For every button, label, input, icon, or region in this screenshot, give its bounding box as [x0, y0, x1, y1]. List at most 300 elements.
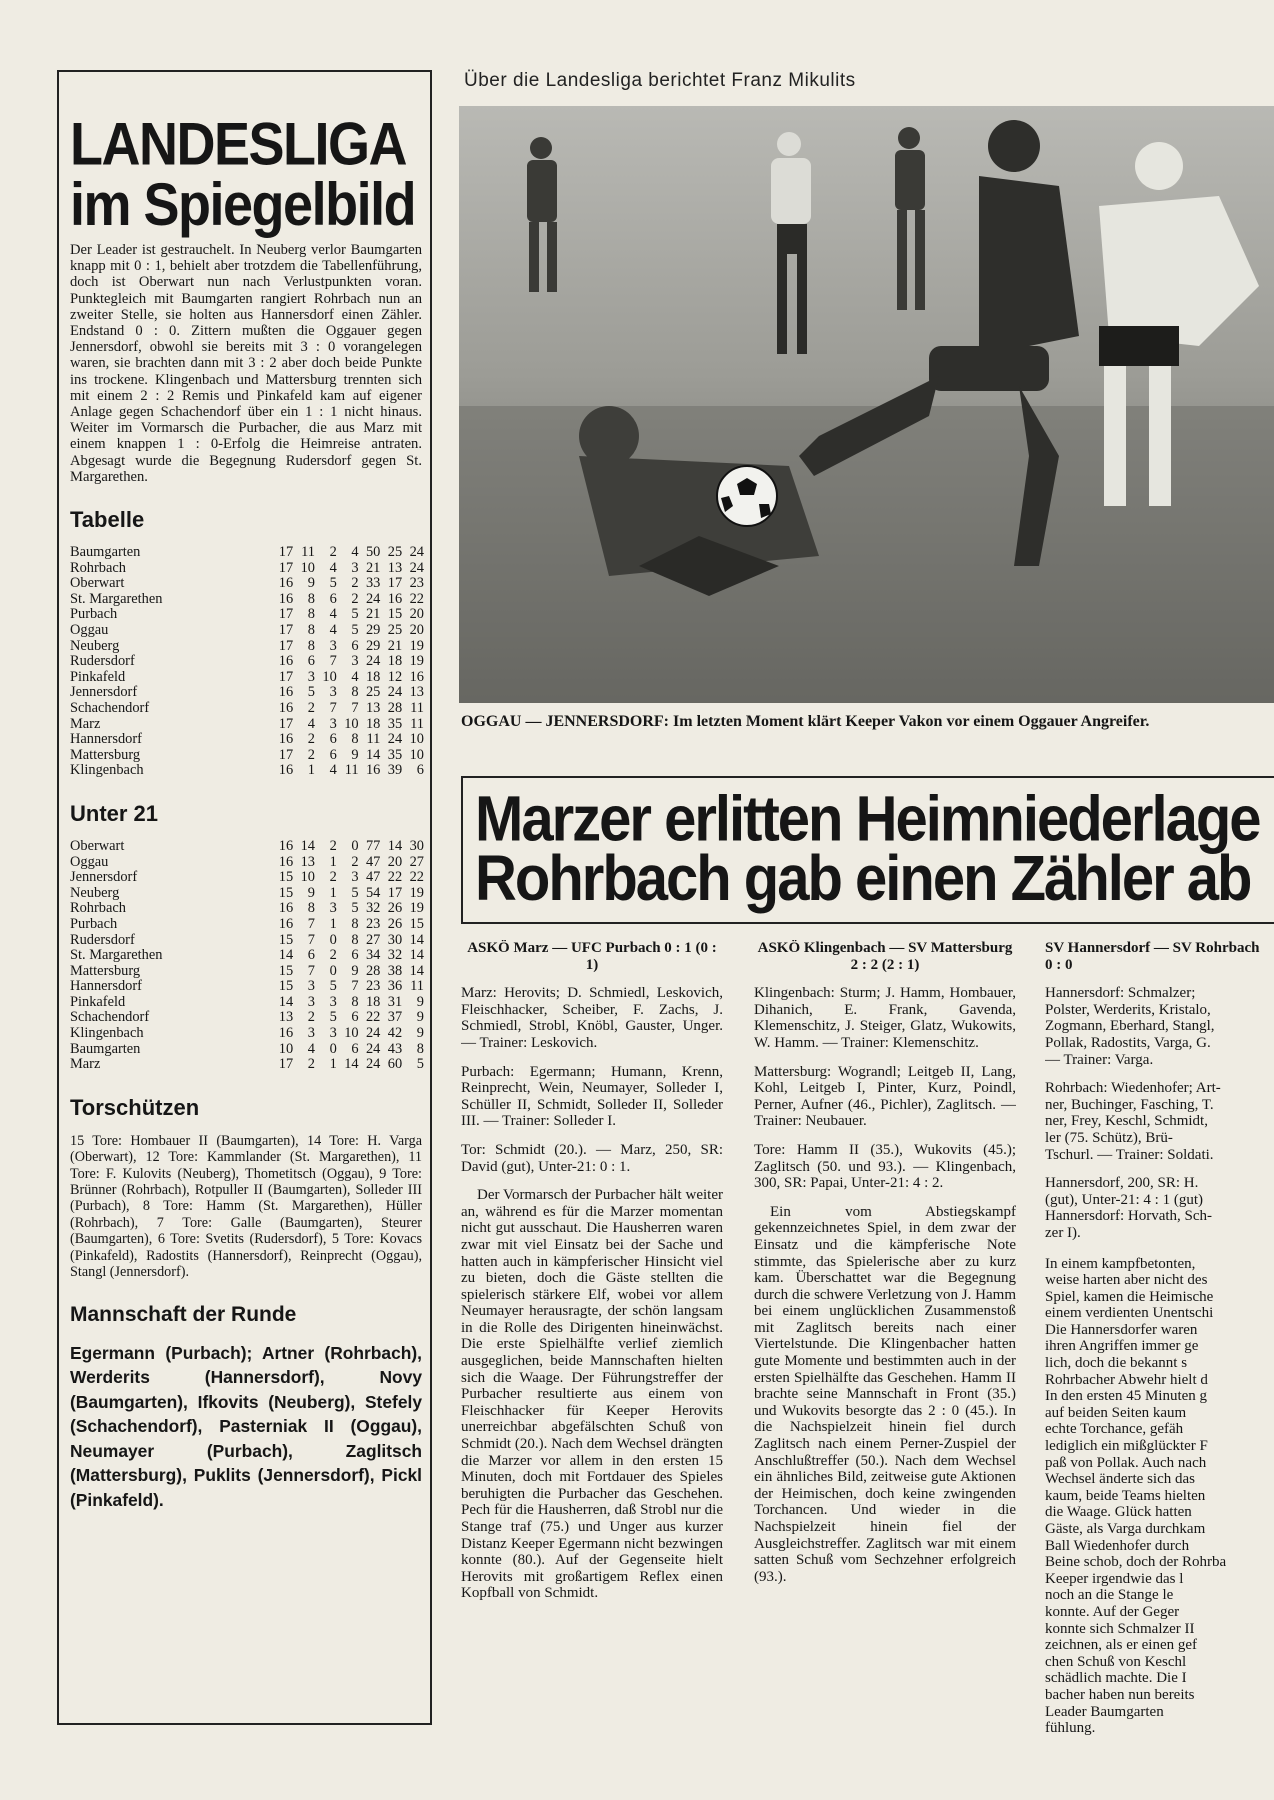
table-row: [70, 933, 424, 949]
table-row: [70, 576, 424, 592]
photo-caption: OGGAU — JENNERSDORF: Im letzten Moment klärt Keeper Vakon vor einem Oggauer Angreifer.: [461, 713, 1150, 730]
stat-cell: 17: [278, 668, 294, 685]
text-line: Tschurl. — Trainer: Soldati.: [1045, 1146, 1214, 1163]
text-line: (gut), Unter-21: 4 : 1 (gut): [1045, 1191, 1203, 1208]
stat-cell: 16: [365, 762, 381, 779]
stat-cell: 16: [278, 575, 294, 592]
text-line: Hannersdorf: Schmalzer;: [1045, 985, 1196, 1002]
stat-cell: 60: [387, 1056, 403, 1073]
article-columns: [461, 940, 1274, 1770]
stat-cell: 9: [416, 1009, 424, 1026]
stat-cell: 25: [365, 684, 381, 701]
stat-cell: 2: [329, 869, 337, 886]
team-name: Jennersdorf: [70, 684, 138, 701]
stat-cell: 16: [409, 668, 424, 685]
stat-cell: 5: [351, 884, 359, 901]
stat-cell: 0: [329, 1040, 337, 1057]
team-name: Oggau: [70, 853, 109, 870]
stat-cell: 17: [278, 622, 294, 639]
stat-cell: 26: [387, 915, 403, 932]
stat-cell: 0: [329, 931, 337, 948]
report-klingenbach-mattersburg: Ein vom Abstiegskampf gekennzeichnetes Spiel, in dem zwar der Einsatz und die kämpferische Note stimmte, das Spielerische aber zu kurz kam. Überschattet war die Begegnung durch die schwere Verletzung von J. Hamm bei einem unglücklichen Zusammenstoß mit Zaglitsch bereits nach einer Viertelstunde. Die Klingenbacher hatten gute Momente und bestimmten auch in der ersten Spielhälfte das Geschehen. Hamm II brachte seine Mannschaft in Front (35.) und Wukovits besorgte das 2 : 0 (45.). In die Nachspielzeit hinein fiel durch Zaglitsch nach einem Perner-Zuspiel der Anschlußtreffer (50.). Nach dem Wechsel ein ähnliches Bild, zeitweise gute Aktionen der Heimischen, doch keine zwingenden Torchancen. Und wieder in die Nachspielzeit hinein fiel der Ausgleichstreffer. Zaglitsch war mit einem satten Schuß vom Sechzehner erfolgreich (93.).: [754, 1203, 1016, 1585]
stat-cell: 9: [351, 746, 359, 763]
team-name: Oberwart: [70, 837, 125, 854]
stat-cell: 4: [307, 1040, 315, 1057]
stat-cell: 39: [387, 762, 403, 779]
table-row: [70, 839, 424, 855]
lineup-mattersburg: Mattersburg: Wograndl; Leitgeb II, Lang, Kohl, Leitgeb I, Pinter, Kurz, Poindl, Perner, Aufner (46., Pichler), Zaglitsch. — Trainer: Neubauer.: [754, 1063, 1016, 1130]
stat-cell: 7: [307, 915, 315, 932]
stat-cell: 7: [307, 931, 315, 948]
stat-cell: 24: [387, 684, 403, 701]
stat-cell: 24: [365, 590, 381, 607]
text-line: lich, doch die bekannt s: [1045, 1355, 1188, 1372]
text-line: Wechsel änderte sich das: [1045, 1471, 1195, 1488]
stat-cell: 16: [278, 853, 294, 870]
stat-cell: 9: [416, 993, 424, 1010]
text-line: ner, Frey, Keschl, Schmidt,: [1045, 1113, 1208, 1130]
text-line: auf beiden Seiten kaum: [1045, 1404, 1187, 1421]
stat-cell: 17: [278, 544, 294, 561]
text-line: noch an die Stange le: [1045, 1587, 1174, 1604]
stat-cell: 6: [351, 947, 359, 964]
mdr-heading: Mannschaft der Runde: [70, 1302, 297, 1326]
headline-line1: Marzer erlitten Heimniederlage: [475, 783, 1260, 855]
stat-cell: 13: [300, 853, 315, 870]
stat-cell: 10: [300, 559, 315, 576]
table-row: [70, 763, 424, 779]
stat-cell: 15: [278, 884, 294, 901]
match-header-line2: 0 : 0: [1045, 956, 1073, 973]
sidebar-title-line2: im Spiegelbild: [70, 171, 416, 239]
stat-cell: 4: [329, 762, 337, 779]
team-name: Hannersdorf: [70, 978, 142, 995]
stat-cell: 38: [387, 962, 403, 979]
text-line: Polster, Werderits, Kristalo,: [1045, 1001, 1211, 1018]
stat-cell: 3: [307, 993, 315, 1010]
stat-cell: 15: [278, 978, 294, 995]
stat-cell: 5: [307, 684, 315, 701]
table-row: [70, 545, 424, 561]
stat-cell: 18: [387, 653, 403, 670]
text-line: In einem kampfbetonten,: [1045, 1255, 1196, 1272]
team-name: Purbach: [70, 606, 118, 623]
text-line: kaum, beide Teams hielten: [1045, 1487, 1206, 1504]
match-photo: [459, 106, 1274, 703]
stat-cell: 30: [409, 837, 424, 854]
table-row: [70, 1057, 424, 1073]
report-hannersdorf-rohrbach: [1045, 1256, 1274, 1737]
stat-cell: 0: [329, 962, 337, 979]
stat-cell: 47: [365, 869, 381, 886]
stat-cell: 5: [329, 575, 337, 592]
stat-cell: 14: [365, 746, 381, 763]
text-line: lediglich ein mißglückter F: [1045, 1438, 1208, 1455]
stat-cell: 14: [409, 962, 424, 979]
text-line: bacher haben nun bereits: [1045, 1686, 1195, 1703]
stat-cell: 19: [409, 653, 424, 670]
text-line: die Waage. Glück hatten: [1045, 1504, 1192, 1521]
stat-cell: 35: [387, 715, 403, 732]
match-header-line1: SV Hannersdorf — SV Rohrbach: [1045, 940, 1260, 956]
team-name: Marz: [70, 715, 101, 732]
stat-cell: 6: [416, 762, 424, 779]
text-line: Zogmann, Eberhard, Stangl,: [1045, 1018, 1215, 1035]
text-line: Hannersdorf, 200, SR: H.: [1045, 1175, 1199, 1192]
stat-cell: 50: [365, 544, 381, 561]
stat-cell: 8: [307, 590, 315, 607]
team-name: Rohrbach: [70, 559, 126, 576]
team-name: Hannersdorf: [70, 731, 142, 748]
table-row: [70, 748, 424, 764]
match-header-hannersdorf-rohrbach: [1045, 940, 1274, 973]
text-line: Hannersdorf: Horvath, Sch-: [1045, 1208, 1213, 1225]
stat-cell: 25: [387, 622, 403, 639]
stat-cell: 13: [387, 559, 403, 576]
stat-cell: 16: [278, 900, 294, 917]
team-name: St. Margarethen: [70, 590, 163, 607]
table-row: [70, 948, 424, 964]
stat-cell: 2: [351, 590, 359, 607]
stat-cell: 19: [409, 884, 424, 901]
stat-cell: 4: [329, 559, 337, 576]
stat-cell: 10: [344, 1025, 359, 1042]
match-header-marz-purbach: ASKÖ Marz — UFC Purbach 0 : 1 (0 : 1): [467, 940, 717, 973]
stat-cell: 18: [365, 993, 381, 1010]
stat-cell: 15: [278, 869, 294, 886]
table-row: [70, 979, 424, 995]
stat-cell: 7: [329, 653, 337, 670]
team-name: Mattersburg: [70, 746, 141, 763]
stat-cell: 8: [307, 900, 315, 917]
stat-cell: 2: [351, 575, 359, 592]
stat-cell: 21: [365, 559, 381, 576]
sidebar-intro: Der Leader ist gestrauchelt. In Neuberg verlor Baumgarten knapp mit 0 : 1, behielt aber trotzdem die Tabellenführung, doch ist Oberwart nun nach Verlustpunkten voran. Punktegleich mit Baumgarten rangiert Rohrbach nun an zweiter Stelle, sie holten aus Hannersdorf einen Zähler. Endstand 0 : 0. Zittern mußten die Oggauer gegen Jennersdorf, obwohl sie bereits mit 3 : 0 vorangelegen waren, sie brachten dann mit 3 : 2 aber doch beide Punkte ins trockene. Klingenbach und Mattersburg trennten sich mit einem 2 : 2 Remis und Pinkafeld kam auf eigener Anlage gegen Schachendorf über ein 1 : 1 nicht hinaus. Weiter im Vormarsch die Purbacher, die aus Marz mit einem knappen 1 : 0-Erfolg die Heimreise antraten. Abgesagt wurde die Begegnung Rudersdorf gegen St. Margarethen.: [70, 242, 422, 485]
stat-cell: 16: [278, 684, 294, 701]
stat-cell: 10: [409, 731, 424, 748]
stat-cell: 11: [410, 715, 424, 732]
stat-cell: 10: [278, 1040, 294, 1057]
stat-cell: 17: [278, 1056, 294, 1073]
text-line: Die Hannersdorfer waren: [1045, 1321, 1198, 1338]
team-name: Jennersdorf: [70, 869, 138, 886]
stat-cell: 17: [278, 746, 294, 763]
stat-cell: 22: [387, 869, 403, 886]
stat-cell: 1: [307, 762, 315, 779]
stat-cell: 14: [300, 837, 315, 854]
stat-cell: 42: [387, 1025, 403, 1042]
stat-cell: 24: [365, 1056, 381, 1073]
stat-cell: 21: [387, 637, 403, 654]
stat-cell: 27: [409, 853, 424, 870]
article-column-klingenbach: [754, 940, 1016, 1770]
stat-cell: 16: [278, 731, 294, 748]
text-line: — Trainer: Varga.: [1045, 1051, 1154, 1068]
lineup-marz: Marz: Herovits; D. Schmiedl, Leskovich, Fleischhacker, Scheiber, F. Zachs, J. Schmiedl, Strobl, Knöbl, Gauster, Unger. — Trainer: Leskovich.: [461, 985, 723, 1051]
stat-cell: 6: [329, 746, 337, 763]
stat-cell: 16: [278, 762, 294, 779]
stat-cell: 9: [307, 575, 315, 592]
stat-cell: 2: [351, 853, 359, 870]
tabelle-table: [70, 545, 424, 779]
text-line: ner, Buchinger, Fasching, T.: [1045, 1096, 1214, 1113]
stat-cell: 19: [409, 900, 424, 917]
stat-cell: 29: [365, 622, 381, 639]
stat-cell: 10: [409, 746, 424, 763]
text-line: Beine schob, doch der Rohrba: [1045, 1554, 1227, 1571]
stat-cell: 16: [387, 590, 403, 607]
table-row: [70, 1010, 424, 1026]
stat-cell: 10: [344, 715, 359, 732]
sidebar-title: [70, 110, 422, 239]
table-row: [70, 901, 424, 917]
text-line: schädlich machte. Die I: [1045, 1670, 1187, 1687]
stat-cell: 15: [278, 931, 294, 948]
text-line: Gäste, als Varga durchkam: [1045, 1521, 1206, 1537]
text-line: fühlung.: [1045, 1720, 1096, 1737]
text-line: In den ersten 45 Minuten g: [1045, 1388, 1208, 1405]
text-line: Rohrbacher Abwehr hielt d: [1045, 1371, 1208, 1388]
stat-cell: 3: [329, 637, 337, 654]
stat-cell: 13: [278, 1009, 294, 1026]
stat-cell: 24: [365, 653, 381, 670]
stat-cell: 16: [278, 699, 294, 716]
facts-klingenbach-mattersburg: Tore: Hamm II (35.), Wukovits (45.); Zaglitsch (50. und 93.). — Klingenbach, 300, SR: Papai, Unter-21: 4 : 2.: [754, 1141, 1016, 1192]
stat-cell: 3: [307, 1025, 315, 1042]
stat-cell: 6: [307, 653, 315, 670]
table-row: [70, 964, 424, 980]
stat-cell: 29: [365, 637, 381, 654]
stat-cell: 5: [416, 1056, 424, 1073]
table-row: [70, 1026, 424, 1042]
stat-cell: 34: [365, 947, 381, 964]
stat-cell: 3: [351, 869, 359, 886]
stat-cell: 17: [278, 637, 294, 654]
text-line: ler (75. Schütz), Brü-: [1045, 1129, 1173, 1146]
stat-cell: 8: [351, 731, 359, 748]
stat-cell: 2: [329, 947, 337, 964]
stat-cell: 37: [387, 1009, 403, 1026]
stat-cell: 4: [351, 544, 359, 561]
stat-cell: 8: [416, 1040, 424, 1057]
article-column-marz: [461, 940, 723, 1770]
stat-cell: 15: [387, 606, 403, 623]
stat-cell: 47: [365, 853, 381, 870]
stat-cell: 22: [409, 590, 424, 607]
stat-cell: 3: [307, 978, 315, 995]
stat-cell: 9: [351, 962, 359, 979]
stat-cell: 17: [278, 715, 294, 732]
team-name: Klingenbach: [70, 1025, 144, 1042]
stat-cell: 3: [307, 668, 315, 685]
stat-cell: 2: [307, 699, 315, 716]
stat-cell: 15: [409, 915, 424, 932]
stat-cell: 2: [307, 1056, 315, 1073]
team-name: Rudersdorf: [70, 931, 135, 948]
stat-cell: 19: [409, 637, 424, 654]
stat-cell: 4: [351, 668, 359, 685]
article-column-hannersdorf: [1045, 940, 1274, 1770]
lineup-hannersdorf: [1045, 985, 1274, 1068]
stat-cell: 13: [409, 684, 424, 701]
table-row: [70, 701, 424, 717]
byline: Über die Landesliga berichtet Franz Mikulits: [464, 70, 856, 91]
team-name: Klingenbach: [70, 762, 144, 779]
team-name: Pinkafeld: [70, 668, 126, 685]
stat-cell: 4: [329, 622, 337, 639]
text-line: konnte. Auf der Geger: [1045, 1603, 1180, 1620]
stat-cell: 20: [409, 606, 424, 623]
stat-cell: 15: [278, 962, 294, 979]
stat-cell: 10: [322, 668, 337, 685]
table-row: [70, 732, 424, 748]
stat-cell: 3: [329, 900, 337, 917]
stat-cell: 16: [278, 915, 294, 932]
stat-cell: 11: [410, 699, 424, 716]
stat-cell: 13: [365, 699, 381, 716]
table-row: [70, 561, 424, 577]
mdr-text: Egermann (Purbach); Artner (Rohrbach), Werderits (Hannersdorf), Novy (Baumgarten), Ifkovits (Neuberg), Stefely (Schachendorf), Pasterniak II (Oggau), Neumayer (Purbach), Zaglitsch (Mattersburg), Puklits (Jennersdorf), Pickl (Pinkafeld).: [70, 1342, 422, 1511]
stat-cell: 24: [365, 1025, 381, 1042]
stat-cell: 5: [351, 622, 359, 639]
stat-cell: 2: [307, 1009, 315, 1026]
stat-cell: 2: [307, 746, 315, 763]
stat-cell: 21: [365, 606, 381, 623]
stat-cell: 8: [351, 993, 359, 1010]
table-row: [70, 685, 424, 701]
stat-cell: 18: [365, 715, 381, 732]
lineup-klingenbach: Klingenbach: Sturm; J. Hamm, Hombauer, Dihanich, E. Frank, Gavenda, Klemenschitz, J. Steiger, Glatz, Wukowits, W. Hamm. — Trainer: Klemenschitz.: [754, 985, 1016, 1051]
stat-cell: 16: [278, 653, 294, 670]
table-row: [70, 623, 424, 639]
tabelle-heading: Tabelle: [70, 507, 145, 533]
team-name: Neuberg: [70, 884, 120, 901]
team-name: Pinkafeld: [70, 993, 126, 1010]
text-line: chen Schuß von Keschl: [1045, 1653, 1187, 1670]
stat-cell: 6: [351, 637, 359, 654]
stat-cell: 7: [351, 699, 359, 716]
stat-cell: 14: [409, 947, 424, 964]
team-name: Oggau: [70, 622, 109, 639]
stat-cell: 9: [416, 1025, 424, 1042]
stat-cell: 18: [365, 668, 381, 685]
lineup-rohrbach: [1045, 1080, 1274, 1163]
stat-cell: 1: [329, 915, 337, 932]
stat-cell: 5: [351, 900, 359, 917]
text-line: Ball Wiedenhofer durch: [1045, 1537, 1190, 1554]
stat-cell: 24: [409, 544, 424, 561]
stat-cell: 43: [387, 1040, 403, 1057]
table-row: [70, 592, 424, 608]
stat-cell: 22: [365, 1009, 381, 1026]
text-line: echte Torchance, gefäh: [1045, 1421, 1184, 1438]
stat-cell: 8: [351, 931, 359, 948]
team-name: Rudersdorf: [70, 653, 135, 670]
table-row: [70, 1042, 424, 1058]
table-row: [70, 870, 424, 886]
team-name: Mattersburg: [70, 962, 141, 979]
stat-cell: 10: [300, 869, 315, 886]
stat-cell: 54: [365, 884, 381, 901]
stat-cell: 3: [351, 559, 359, 576]
text-line: Keeper irgendwie das l: [1045, 1570, 1184, 1587]
text-line: Rohrbach: Wiedenhofer; Art-: [1045, 1080, 1221, 1097]
headline-box: [461, 776, 1274, 924]
stat-cell: 3: [329, 715, 337, 732]
stat-cell: 9: [307, 884, 315, 901]
stat-cell: 3: [329, 1025, 337, 1042]
team-name: Baumgarten: [70, 1040, 141, 1057]
stat-cell: 6: [351, 1009, 359, 1026]
scorers-text: 15 Tore: Hombauer II (Baumgarten), 14 Tore: H. Varga (Oberwart), 12 Tore: Kammlander (St. Margarethen), 11 Tore: F. Kulovits (Neuberg), Thometitsch (Oggau), 9 Tore: Brünner (Rohrbach), Rotpuller II (Baumgarten), Solleder III (Purbach), 8 Tore: Hamm (St. Margarethen), Hüller (Rohrbach), 7 Tore: Galle (Baumgarten), Steurer (Baumgarten), 6 Tore: Svetits (Rudersdorf), 5 Tore: Kovacs (Pinkafeld), Radostits (Hannersdorf), Reinprecht (Oggau), Stangl (Jennersdorf).: [70, 1132, 422, 1281]
stat-cell: 4: [329, 606, 337, 623]
stat-cell: 2: [329, 837, 337, 854]
stat-cell: 33: [365, 575, 381, 592]
stat-cell: 6: [329, 590, 337, 607]
stat-cell: 14: [387, 837, 403, 854]
text-line: zeichnen, als er einen gef: [1045, 1637, 1197, 1654]
stat-cell: 6: [307, 947, 315, 964]
stat-cell: 30: [387, 931, 403, 948]
facts-hannersdorf-rohrbach: [1045, 1175, 1274, 1241]
stat-cell: 28: [387, 699, 403, 716]
stat-cell: 14: [344, 1056, 359, 1073]
stat-cell: 17: [387, 575, 403, 592]
stat-cell: 6: [329, 731, 337, 748]
stat-cell: 24: [365, 1040, 381, 1057]
table-row: [70, 717, 424, 733]
stat-cell: 32: [387, 947, 403, 964]
stat-cell: 7: [329, 699, 337, 716]
stat-cell: 1: [329, 1056, 337, 1073]
table-row: [70, 639, 424, 655]
stat-cell: 23: [409, 575, 424, 592]
text-line: Spiel, kamen die Heimische: [1045, 1288, 1214, 1305]
stat-cell: 17: [278, 559, 294, 576]
stat-cell: 25: [387, 544, 403, 561]
stat-cell: 4: [307, 715, 315, 732]
stat-cell: 5: [351, 606, 359, 623]
stat-cell: 23: [365, 915, 381, 932]
stat-cell: 16: [278, 837, 294, 854]
text-line: ihren Angriffen immer ge: [1045, 1338, 1199, 1355]
stat-cell: 26: [387, 900, 403, 917]
report-marz-purbach: Der Vormarsch der Purbacher hält weiter an, während es für die Marzer momentan nicht gut ausschaut. Die Hausherren waren zwar mit viel Einsatz bei der Sache und hatten auch in kämpferischer Hinsicht viel zu bieten, doch die Gäste stellten die spielerisch stärkere Elf, wobei vor allem Neumayer herausragte, der schön langsam in die Rolle des Dirigenten hineinwächst. Die erste Spielhälfte verlief ziemlich ausgeglichen, beide Mannschaften hielten sich die Waage. Der Führungstreffer der Purbacher resultierte aus einem von Fleischhacker für Keeper Herovits unerreichbar abgefälschten Schuß von Schmidt (20.). Nach dem Wechsel drängten die Marzer vor allem in den ersten 15 Minuten, doch mit Fortdauer des Spieles beruhigten die Purbacher das Geschehen. Pech für die Hausherren, daß Strobl nur die Stange traf (75.) und Unger aus kurzer Distanz Keeper Egermann nicht bezwingen konnte (80.). Auf der Gegenseite hielt Herovits mit großartigem Reflex einen Kopfball von Schmidt.: [461, 1187, 723, 1602]
stat-cell: 2: [329, 544, 337, 561]
facts-marz-purbach: Tor: Schmidt (20.). — Marz, 250, SR: David (gut), Unter-21: 0 : 1.: [461, 1141, 723, 1175]
team-name: Purbach: [70, 915, 118, 932]
table-row: [70, 607, 424, 623]
stat-cell: 11: [344, 762, 359, 779]
stat-cell: 17: [387, 884, 403, 901]
team-name: Marz: [70, 1056, 101, 1073]
stat-cell: 14: [278, 993, 294, 1010]
stat-cell: 7: [307, 962, 315, 979]
text-line: zer I).: [1045, 1224, 1081, 1241]
text-line: Leader Baumgarten: [1045, 1703, 1164, 1720]
table-row: [70, 855, 424, 871]
stat-cell: 20: [409, 622, 424, 639]
stat-cell: 27: [365, 931, 381, 948]
text-line: weise harten aber nicht des: [1045, 1272, 1208, 1289]
table-row: [70, 654, 424, 670]
stat-cell: 3: [329, 993, 337, 1010]
table-row: [70, 917, 424, 933]
stat-cell: 20: [387, 853, 403, 870]
u21-table: [70, 839, 424, 1073]
stat-cell: 24: [387, 731, 403, 748]
scorers-heading: Torschützen: [70, 1094, 200, 1120]
